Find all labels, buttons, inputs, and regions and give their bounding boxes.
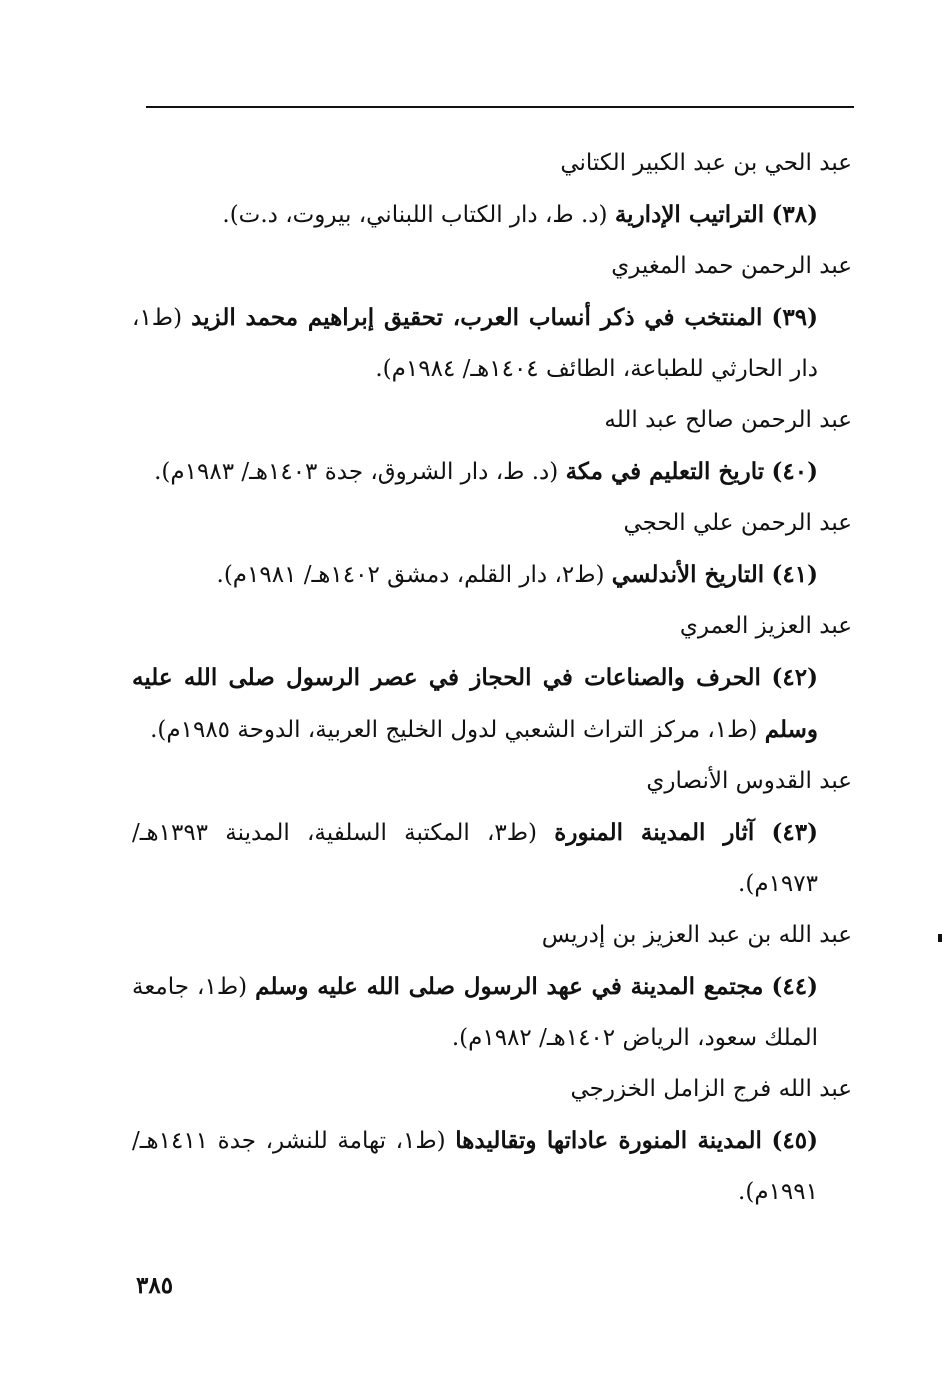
entry-number: (٣٩) [771, 304, 818, 331]
entry-title: تاريخ التعليم في مكة [565, 458, 765, 485]
entry-details: (ط١، تهامة للنشر، جدة ١٤١١هـ/ ١٩٩١م). [132, 1128, 818, 1205]
bibliography-entry [132, 1115, 852, 1218]
entry-title: المنتخب في ذكر أنساب العرب، تحقيق إبراهيم محمد الزيد [191, 304, 763, 331]
entry-number: (٤١) [771, 561, 818, 588]
author-name: عبد الرحمن علي الحجي [623, 510, 852, 536]
entry-title: الحرف والصناعات في الحجاز في عصر الرسول صلى الله عليه وسلم [132, 664, 818, 743]
entry-title: التراتيب الإدارية [614, 201, 765, 228]
header-rule [146, 106, 854, 108]
author-name: عبد الرحمن صالح عبد الله [604, 407, 852, 433]
entry-number: (٤٣) [771, 819, 818, 846]
entry-details: (ط١، دار الحارثي للطباعة، الطائف ١٤٠٤هـ/ ١٩٨٤م). [132, 305, 818, 382]
entry-title: آثار المدينة المنورة [554, 819, 755, 846]
bibliography-entry [132, 807, 852, 910]
entry-number: (٤٥) [771, 1127, 818, 1154]
bibliography-entry [132, 652, 852, 756]
bibliography-entry [132, 189, 852, 241]
author-name: عبد الرحمن حمد المغيري [611, 253, 852, 279]
entry-details: (د. ط، دار الشروق، جدة ١٤٠٣هـ/ ١٩٨٣م). [154, 459, 559, 485]
entry-title: مجتمع المدينة في عهد الرسول صلى الله عليه وسلم [255, 973, 764, 1000]
author-name: عبد الله بن عبد العزيز بن إدريس [541, 922, 852, 948]
bibliography-entry [132, 446, 852, 498]
author-name: عبد الله فرج الزامل الخزرجي [570, 1076, 852, 1102]
entry-details: (د. ط، دار الكتاب اللبناني، بيروت، د.ت). [222, 202, 608, 228]
bibliography-entry [132, 549, 852, 601]
scan-mark [938, 934, 942, 942]
entry-title: التاريخ الأندلسي [611, 561, 765, 588]
author-name: عبد العزيز العمري [679, 613, 852, 639]
bibliography-list [132, 138, 852, 1218]
entry-number: (٤٠) [771, 458, 818, 485]
entry-number: (٤٤) [771, 973, 819, 1000]
bibliography-entry [132, 961, 852, 1064]
bibliography-entry [132, 292, 852, 395]
entry-number: (٤٢) [771, 664, 818, 691]
entry-details: (ط٢، دار القلم، دمشق ١٤٠٢هـ/ ١٩٨١م). [216, 562, 605, 588]
entry-details: (ط١، جامعة الملك سعود، الرياض ١٤٠٢هـ/ ١٩٨٢م). [132, 974, 818, 1051]
entry-number: (٣٨) [771, 201, 818, 228]
page-number: ٣٨٥ [136, 1272, 174, 1299]
entry-details: (ط١، مركز التراث الشعبي لدول الخليج العربية، الدوحة ١٩٨٥م). [150, 717, 758, 743]
author-name: عبد القدوس الأنصاري [646, 768, 852, 794]
author-name: عبد الحي بن عبد الكبير الكتاني [560, 150, 852, 176]
entry-title: المدينة المنورة عاداتها وتقاليدها [455, 1127, 762, 1154]
entry-details: (ط٣، المكتبة السلفية، المدينة ١٣٩٣هـ/ ١٩٧٣م). [132, 820, 818, 897]
